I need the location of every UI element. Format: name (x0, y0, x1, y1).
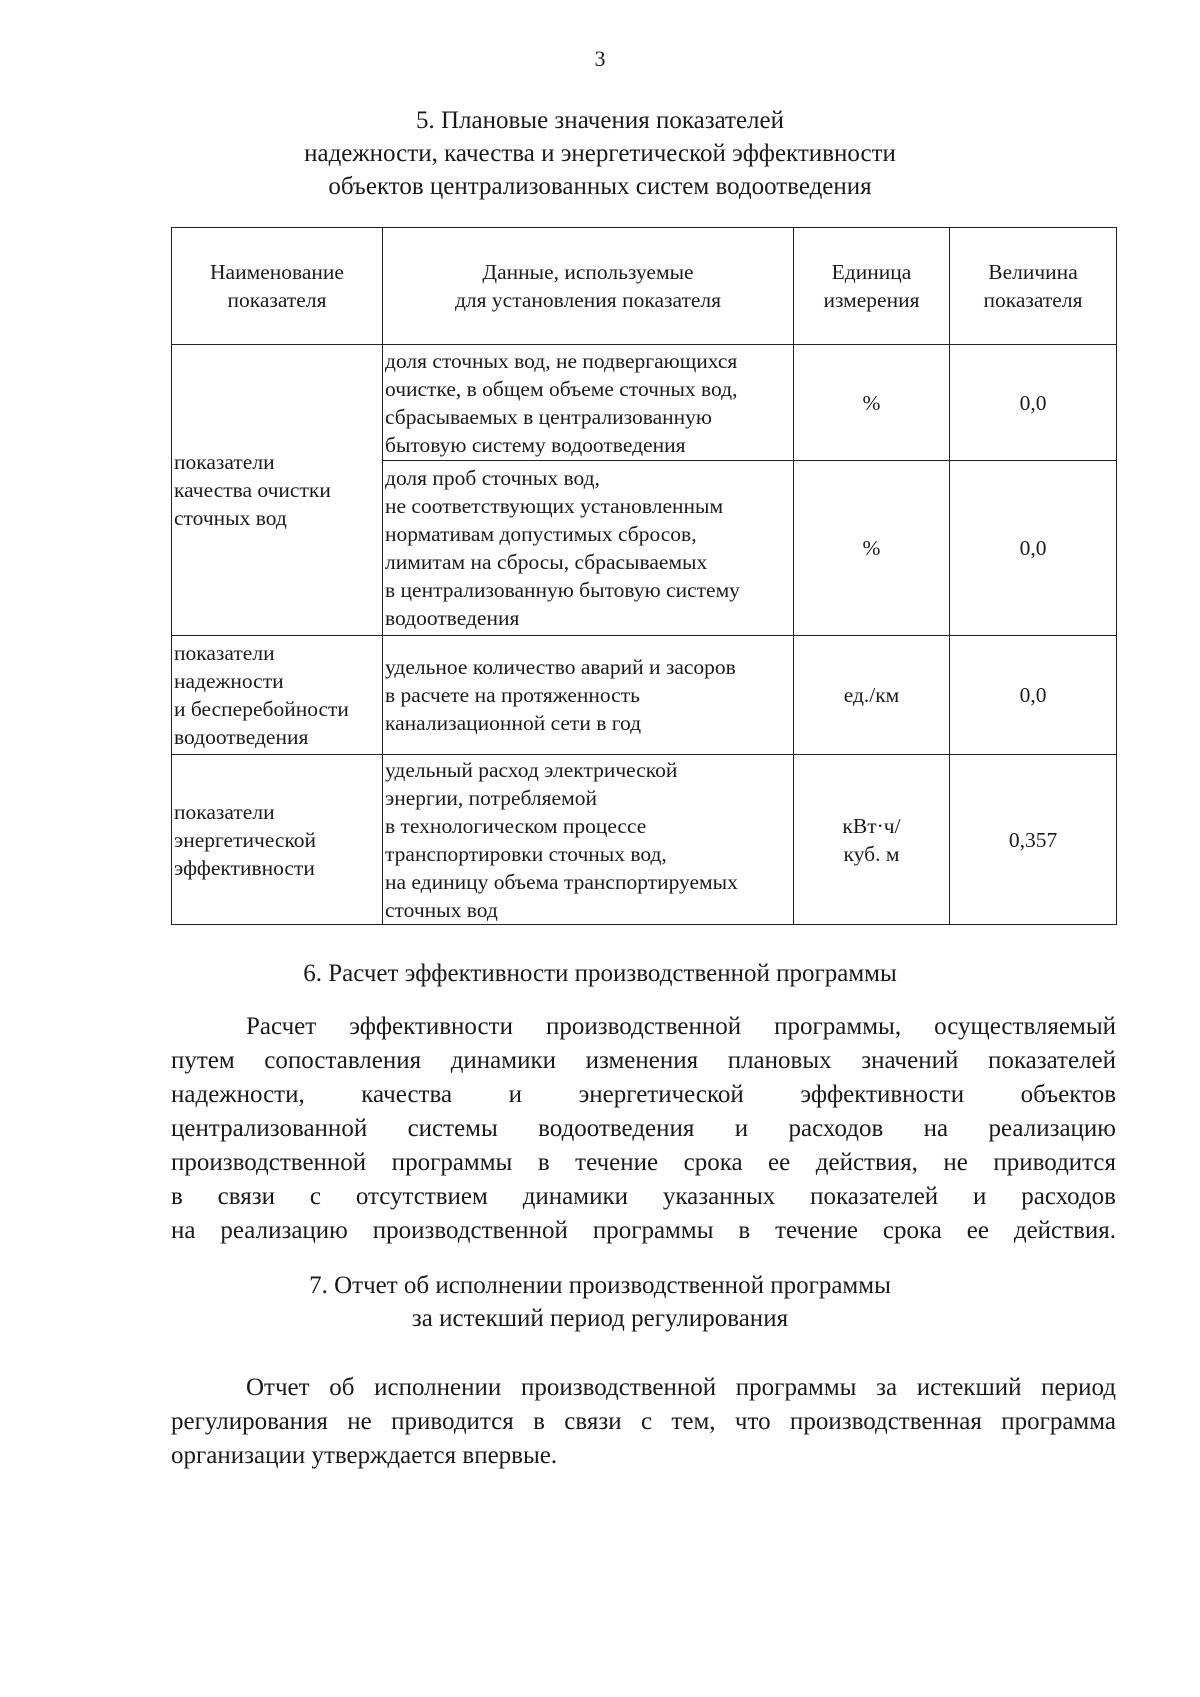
header-value (950, 228, 1117, 345)
cell-line: сточных вод (174, 506, 287, 530)
cell-line: на единицу объема транспортируемых (385, 869, 738, 894)
cell-line: доля проб сточных вод, (385, 466, 600, 490)
section-6-title (0, 957, 1200, 990)
cell-line: сточных вод (385, 897, 498, 922)
cell-line: и бесперебойности (174, 697, 349, 721)
cell-line: % (862, 390, 881, 415)
section-6-paragraph (171, 1010, 1116, 1248)
cell-line: канализационной сети в год (385, 711, 642, 735)
indicator-value-cell: 0,0 (950, 461, 1117, 636)
cell-line: % (862, 536, 881, 560)
section-title-line: за истекший период регулирования (411, 1305, 789, 1332)
cell-line: очистке, в общем объеме сточных вод, (385, 376, 738, 401)
cell-line: надежности (174, 669, 284, 693)
indicator-value-cell: 0,0 (950, 345, 1117, 461)
table-header-row (172, 228, 1117, 345)
cell-line: водоотведения (174, 725, 309, 749)
paragraph-line: на реализацию производственной программы в течение срока ее действия. (171, 1217, 1116, 1244)
indicator-unit-cell (794, 461, 950, 636)
section-title-line: 5. Плановые значения показателей (415, 107, 785, 134)
paragraph-line: организации утверждается впервые. (171, 1442, 558, 1469)
cell-line: в технологическом процессе (385, 813, 647, 838)
header-data (383, 228, 794, 345)
indicator-unit-cell (794, 755, 950, 925)
cell-line: энергетической (174, 827, 317, 852)
indicator-name-cell (172, 755, 383, 925)
cell-line: качества очистки (174, 478, 331, 502)
header-text: показателя (227, 288, 327, 312)
cell-line: показатели (174, 799, 275, 824)
section-title-line: 7. Отчет об исполнении производственной программы (309, 1272, 891, 1299)
paragraph-line: Отчет об исполнении производственной программы за истекший период (246, 1374, 1116, 1401)
indicator-value-cell: 0,357 (950, 755, 1117, 925)
page-number: 3 (594, 46, 606, 71)
cell-line: не соответствующих установленным (385, 494, 724, 518)
section-title-line: 6. Расчет эффективности производственной программы (303, 960, 897, 987)
indicator-name-cell (172, 636, 383, 755)
cell-line: энергии, потребляемой (385, 785, 597, 810)
indicator-unit-cell (794, 345, 950, 461)
cell-line: куб. м (843, 841, 900, 866)
cell-line: в централизованную бытовую систему (385, 578, 740, 602)
cell-line: показатели (174, 450, 275, 474)
cell-line: эффективности (174, 855, 315, 880)
paragraph-line: регулирования не приводится в связи с тем, что производственная программа (171, 1408, 1116, 1435)
cell-line: доля сточных вод, не подвергающихся (385, 348, 738, 373)
cell-line: удельное количество аварий и засоров (385, 655, 736, 679)
cell-line: удельный расход электрической (385, 757, 678, 782)
cell-line: водоотведения (385, 606, 520, 630)
cell-line: бытовую систему водоотведения (385, 432, 686, 457)
paragraph-line: в связи с отсутствием динамики указанных показателей и расходов (171, 1183, 1116, 1210)
indicator-value-cell: 0,0 (950, 636, 1117, 755)
header-text: измерения (823, 288, 920, 312)
section-7-title (0, 1269, 1200, 1335)
header-text: показателя (983, 288, 1083, 312)
paragraph-line: централизованной системы водоотведения и расходов на реализацию (171, 1115, 1116, 1142)
paragraph-line: производственной программы в течение срока ее действия, не приводится (171, 1149, 1116, 1176)
indicator-data-cell (383, 345, 794, 461)
paragraph-line: надежности, качества и энергетической эффективности объектов (171, 1081, 1116, 1108)
cell-line: кВт·ч/ (842, 813, 901, 838)
table-row (172, 755, 1117, 925)
header-text: Единица (831, 260, 912, 284)
indicator-unit-cell (794, 636, 950, 755)
cell-line: в расчете на протяженность (385, 683, 640, 707)
table-row (172, 345, 1117, 461)
section-5-title (0, 104, 1200, 203)
indicator-data-cell (383, 636, 794, 755)
cell-line: транспортировки сточных вод, (385, 841, 667, 866)
header-indicator-name (172, 228, 383, 345)
section-7-paragraph (171, 1371, 1116, 1473)
header-text: Наименование (210, 260, 344, 284)
indicator-data-cell (383, 461, 794, 636)
paragraph-line: Расчет эффективности производственной программы, осуществляемый (246, 1013, 1116, 1040)
section-title-line: объектов централизованных систем водоотведения (328, 173, 872, 200)
cell-line: нормативам допустимых сбросов, (385, 522, 697, 546)
cell-line: показатели (174, 641, 275, 665)
section-title-line: надежности, качества и энергетической эффективности (304, 140, 896, 167)
header-text: Величина (988, 260, 1078, 284)
cell-line: ед./км (843, 683, 900, 707)
indicators-table (171, 227, 1117, 925)
table-row (172, 636, 1117, 755)
indicator-data-cell (383, 755, 794, 925)
header-text: для установления показателя (454, 288, 722, 312)
cell-line: лимитам на сбросы, сбрасываемых (385, 550, 708, 574)
cell-line: сбрасываемых в централизованную (385, 404, 712, 429)
paragraph-line: путем сопоставления динамики изменения плановых значений показателей (171, 1047, 1116, 1074)
header-text: Данные, используемые (482, 260, 694, 284)
header-unit (794, 228, 950, 345)
indicator-name-cell (172, 345, 383, 636)
